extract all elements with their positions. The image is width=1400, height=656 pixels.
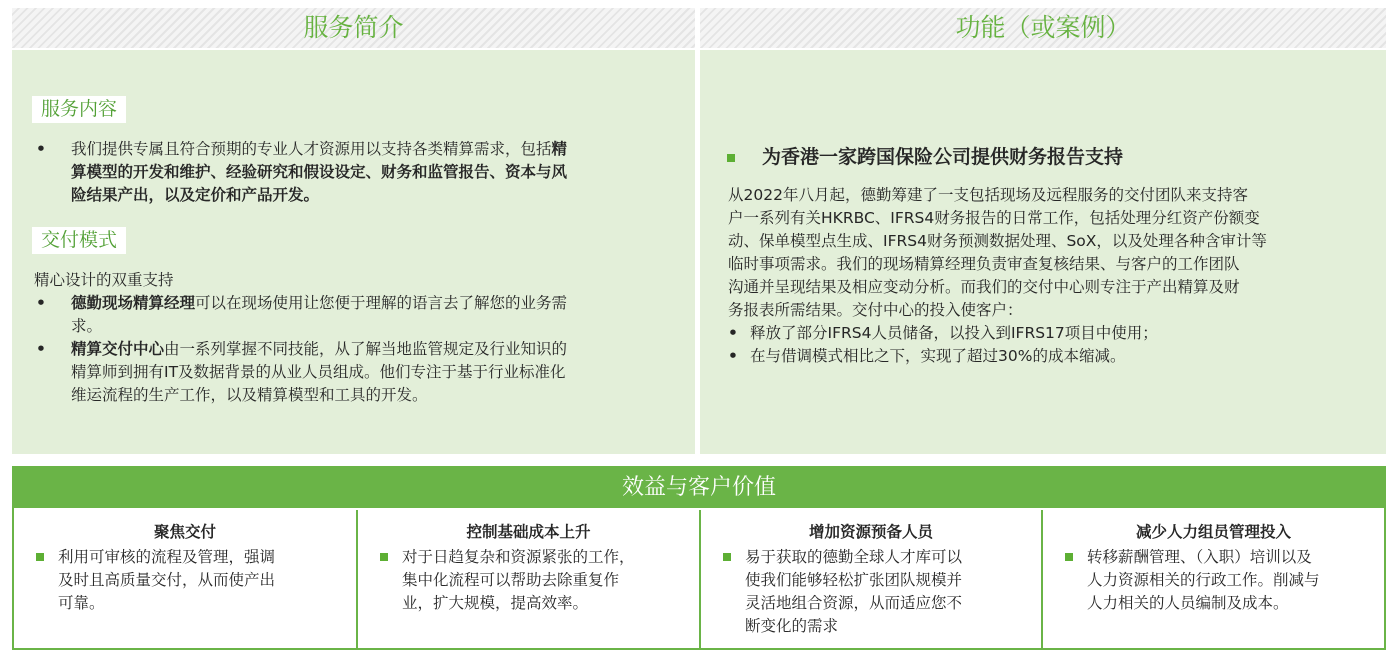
item1-line-2: 求。 — [71, 317, 103, 335]
delivery-item-center — [36, 338, 686, 407]
case-title: 为香港一家跨国保险公司提供财务报告支持 — [762, 146, 1124, 168]
benefits-section — [12, 466, 1386, 650]
benefit-card-resource-reserve — [701, 510, 1041, 648]
delivery-model-tag: 交付模式 — [32, 227, 126, 254]
case-line: 从2022年八月起，德勤筹建了一支包括现场及远程服务的交付团队来支持客 — [728, 186, 1248, 204]
case-line: 务报表所需结果。交付中心的投入使客户： — [728, 301, 1023, 319]
benefit-card-title: 增加资源预备人员 — [808, 523, 933, 541]
content-line-3: 险结果产出，以及定价和产品开发。 — [71, 186, 320, 204]
benefit-card-reduce-management — [1043, 510, 1384, 648]
case-line: 户一系列有关HKRBC、IFRS4财务报告的日常工作，包括处理分红资产份额变 — [728, 209, 1260, 227]
item2-line-3: 维运流程的生产工作，以及精算模型和工具的开发。 — [71, 386, 428, 404]
benefit-card-text: 利用可审核的流程及管理，强调 及时且高质量交付，从而使产出 可靠。 — [58, 548, 276, 612]
benefit-card-cost-control — [358, 510, 699, 648]
benefit-card-title: 聚焦交付 — [153, 523, 216, 541]
item1-line-1: 德勤现场精算经理可以在现场使用让您便于理解的语言去了解您的业务需 — [71, 294, 568, 312]
square-bullet-icon — [380, 553, 388, 561]
case-line: 沟通并呈现结果及相应变动分析。而我们的交付中心则专注于产出精算及财 — [728, 278, 1240, 296]
benefit-card-title: 减少人力组员管理投入 — [1135, 523, 1291, 541]
service-content-tag: 服务内容 — [32, 96, 126, 123]
item2-line-1: 精算交付中心由一系列掌握不同技能，从了解当地监管规定及行业知识的 — [71, 340, 568, 358]
case-bullet: • 释放了部分IFRS4人员储备，以投入到IFRS17项目中使用； — [728, 324, 1158, 342]
section-header-service-intro: 服务简介 — [12, 8, 695, 48]
delivery-item-onsite — [36, 292, 686, 338]
case-bullet: • 在与借调模式相比之下，实现了超过30%的成本缩减。 — [728, 347, 1126, 365]
case-body — [728, 184, 1378, 368]
benefit-card-text: 对于日趋复杂和资源紧张的工作， 集中化流程可以帮助去除重复作 业，扩大规模，提高效率。 — [402, 548, 635, 612]
square-bullet-icon — [727, 154, 735, 162]
case-line: 临时事项需求。我们的现场精算经理负责审查复核结果、与客户的工作团队 — [728, 255, 1240, 273]
section-header-functions: 功能（或案例） — [700, 8, 1386, 48]
case-line: 动、保单模型点生成、IFRS4财务预测数据处理、SoX，以及处理各种含审计等 — [728, 232, 1267, 250]
bullet-mark: • — [36, 140, 46, 158]
service-content-bullet — [36, 138, 686, 207]
benefits-title: 效益与客户价值 — [14, 468, 1384, 508]
square-bullet-icon — [723, 553, 731, 561]
content-line-1: 我们提供专属且符合预期的专业人才资源用以支持各类精算需求，包括精 — [71, 140, 568, 158]
benefit-card-text: 易于获取的德勤全球人才库可以 使我们能够轻松扩张团队规模并 灵活地组合资源，从而适应您不 断变化的需求 — [745, 548, 963, 635]
content-line-2: 算模型的开发和维护、经验研究和假设设定、财务和监管报告、资本与风 — [71, 163, 568, 181]
bullet-mark: • — [36, 340, 46, 358]
case-panel — [700, 50, 1386, 454]
square-bullet-icon — [36, 553, 44, 561]
delivery-intro: 精心设计的双重支持 — [34, 271, 174, 289]
square-bullet-icon — [1065, 553, 1073, 561]
benefit-card-text: 转移薪酬管理、（入职）培训以及 人力资源相关的行政工作。削减与 人力相关的人员编制及成本。 — [1087, 548, 1320, 612]
item2-line-2: 精算师到拥有IT及数据背景的从业人员组成。他们专注于基于行业标准化 — [71, 363, 566, 381]
bullet-mark: • — [36, 294, 46, 312]
service-intro-panel — [12, 50, 695, 454]
benefit-card-focus-delivery — [14, 510, 356, 648]
benefit-card-title: 控制基础成本上升 — [466, 523, 591, 541]
